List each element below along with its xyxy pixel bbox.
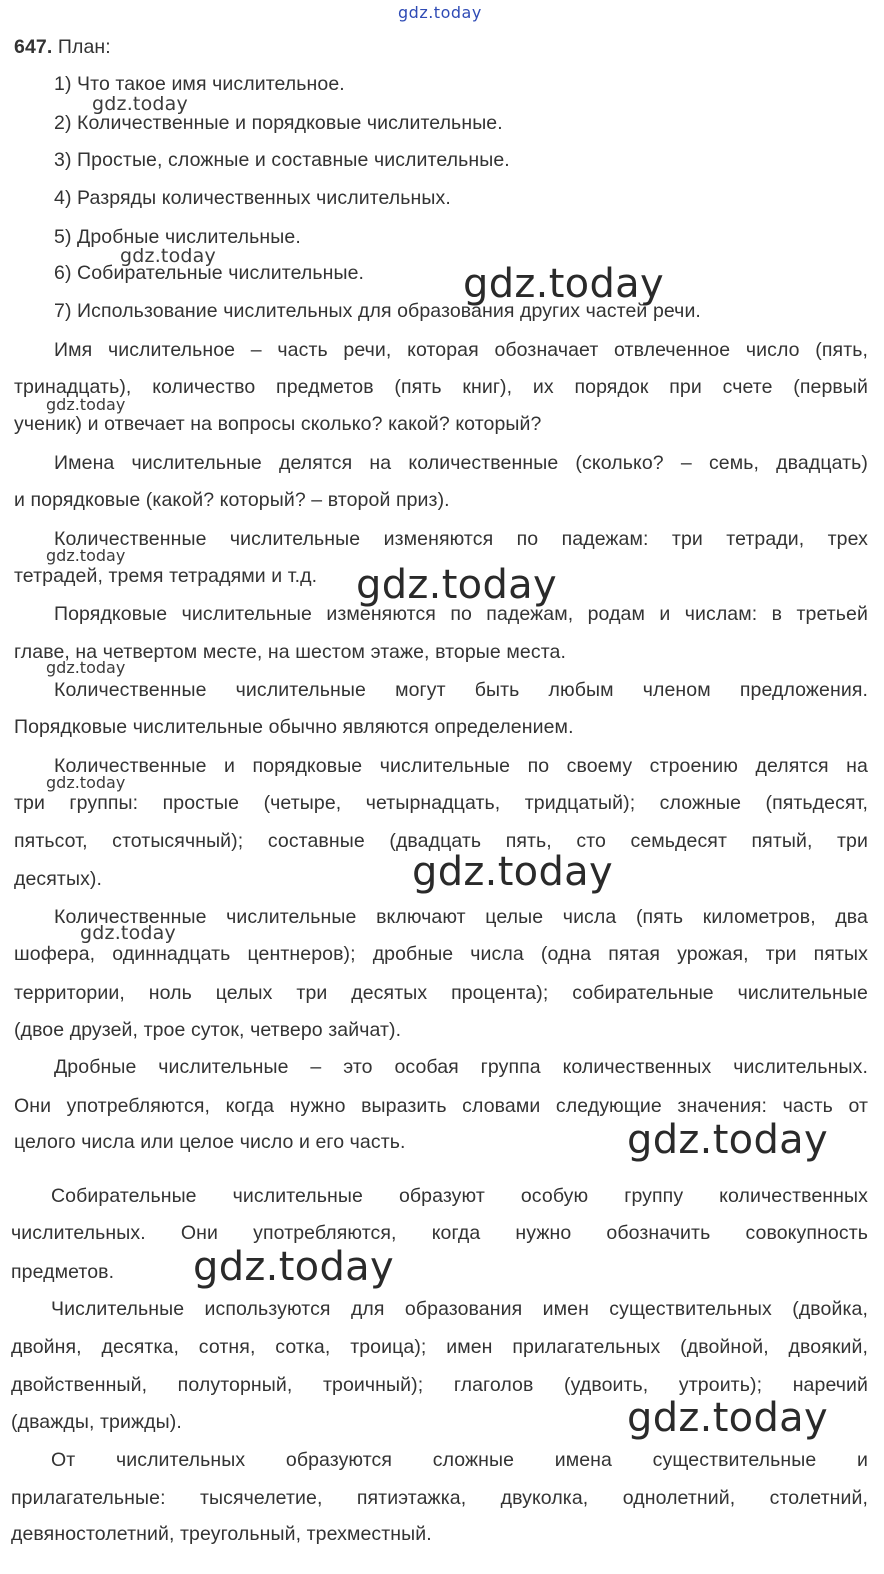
site-watermark-top: gdz.today: [398, 3, 482, 22]
watermark-large: gdz.today: [193, 1244, 394, 1290]
watermark-large: gdz.today: [627, 1117, 828, 1163]
watermark-small: gdz.today: [80, 922, 176, 944]
watermark-small: gdz.today: [92, 93, 188, 115]
task-number: 647.: [14, 36, 53, 58]
paragraph-6-line-2: три группы: простые (четыре, четырнадцать, тридцатый); сложные (пятьдесят,: [14, 792, 868, 814]
watermark-large: gdz.today: [356, 562, 557, 608]
paragraph-1-line-1: Имя числительное – часть речи, которая обозначает отвлеченное число (пять,: [54, 339, 868, 361]
plan-item-6: 6) Собирательные числительные.: [54, 262, 365, 284]
watermark-tiny: gdz.today: [46, 395, 126, 414]
paragraph-9-line-2: числительных. Они употребляются, когда нужно обозначить совокупность: [11, 1222, 868, 1244]
paragraph-10-line-4: (дважды, трижды).: [11, 1411, 182, 1433]
paragraph-11-line-3: девяностолетний, треугольный, трехместный.: [11, 1523, 432, 1545]
paragraph-1-line-3: ученик) и отвечает на вопросы сколько? какой? который?: [14, 413, 542, 435]
paragraph-3-line-1: Количественные числительные изменяются по падежам: три тетради, трех: [54, 528, 868, 550]
plan-item-7: 7) Использование числительных для образования других частей речи.: [54, 300, 701, 322]
paragraph-8-line-2: Они употребляются, когда нужно выразить словами следующие значения: часть от: [14, 1095, 868, 1117]
task-title: План:: [57, 36, 111, 58]
paragraph-6-line-4: десятых).: [14, 868, 103, 890]
plan-item-4: 4) Разряды количественных числительных.: [54, 187, 451, 209]
paragraph-9-line-3: предметов.: [11, 1261, 115, 1283]
paragraph-10-line-1: Числительные используются для образования имен существительных (двойка,: [51, 1298, 868, 1320]
paragraph-5-line-2: Порядковые числительные обычно являются определением.: [14, 716, 574, 738]
watermark-tiny: gdz.today: [46, 773, 126, 792]
watermark-tiny: gdz.today: [46, 658, 126, 677]
paragraph-6-line-3: пятьсот, стотысячный); составные (двадцать пять, сто семьдесят пятый, три: [14, 830, 868, 852]
paragraph-8-line-1: Дробные числительные – это особая группа количественных числительных.: [54, 1056, 868, 1078]
paragraph-4-line-2: главе, на четвертом месте, на шестом этаже, вторые места.: [14, 641, 566, 663]
paragraph-5-line-1: Количественные числительные могут быть любым членом предложения.: [54, 679, 868, 701]
paragraph-4-line-1: Порядковые числительные изменяются по падежам, родам и числам: в третьей: [54, 603, 868, 625]
watermark-large: gdz.today: [463, 261, 664, 307]
paragraph-2-line-1: Имена числительные делятся на количественные (сколько? – семь, двадцать): [54, 452, 868, 474]
paragraph-6-line-1: Количественные и порядковые числительные по своему строению делятся на: [54, 755, 868, 777]
paragraph-10-line-2: двойня, десятка, сотня, сотка, троица); имен прилагательных (двойной, двоякий,: [11, 1336, 868, 1358]
paragraph-11-line-1: От числительных образуются сложные имена существительные и: [51, 1449, 868, 1471]
plan-item-2: 2) Количественные и порядковые числительные.: [54, 112, 503, 134]
paragraph-2-line-2: и порядковые (какой? который? – второй приз).: [14, 489, 450, 511]
paragraph-9-line-1: Собирательные числительные образуют особую группу количественных: [51, 1185, 868, 1207]
plan-item-1: 1) Что такое имя числительное.: [54, 73, 345, 95]
paragraph-1-line-2: тринадцать), количество предметов (пять книг), их порядок при счете (первый: [14, 376, 868, 398]
watermark-tiny: gdz.today: [46, 546, 126, 565]
watermark-large: gdz.today: [412, 849, 613, 895]
plan-item-5: 5) Дробные числительные.: [54, 226, 301, 248]
paragraph-7-line-2: шофера, одиннадцать центнеров); дробные числа (одна пятая урожая, три пятых: [14, 943, 868, 965]
paragraph-7-line-3: территории, ноль целых три десятых процента); собирательные числительные: [14, 982, 868, 1004]
task-header: [14, 35, 111, 59]
paragraph-3-line-2: тетрадей, тремя тетрадями и т.д.: [14, 565, 318, 587]
watermark-small: gdz.today: [120, 245, 216, 267]
plan-item-3: 3) Простые, сложные и составные числительные.: [54, 149, 510, 171]
paragraph-11-line-2: прилагательные: тысячелетие, пятиэтажка, двуколка, однолетний, столетний,: [11, 1487, 868, 1509]
paragraph-8-line-3: целого числа или целое число и его часть.: [14, 1131, 406, 1153]
paragraph-7-line-4: (двое друзей, трое суток, четверо зайчат).: [14, 1019, 402, 1041]
watermark-large: gdz.today: [627, 1395, 828, 1441]
paragraph-7-line-1: Количественные числительные включают целые числа (пять километров, два: [54, 906, 868, 928]
paragraph-10-line-3: двойственный, полуторный, троичный); глаголов (удвоить, утроить); наречий: [11, 1374, 868, 1396]
